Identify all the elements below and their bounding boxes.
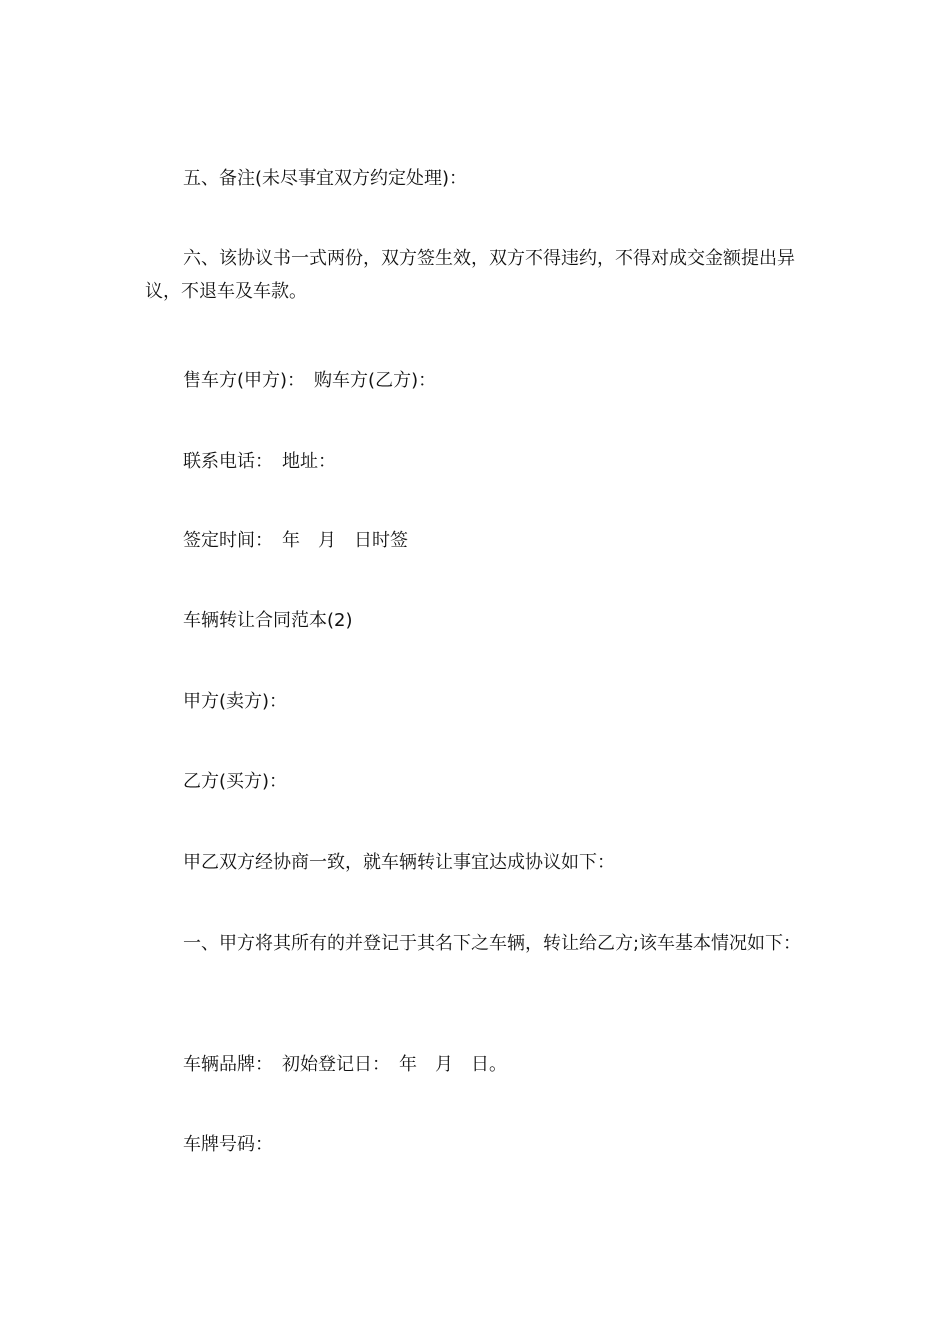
license-plate: 车牌号码： [183, 1134, 273, 1155]
signing-date: 签定时间： 年 月 日时签 [183, 530, 408, 551]
contract-title: 车辆转让合同范本(2) [183, 610, 353, 631]
signature-parties: 售车方(甲方)： 购车方(乙方)： [183, 370, 437, 391]
party-b-buyer: 乙方(买方)： [183, 771, 288, 792]
contact-address: 联系电话： 地址： [183, 451, 336, 472]
party-a-seller: 甲方(卖方)： [183, 691, 288, 712]
clause-6-copies: 六、该协议书一式两份，双方签生效，双方不得违约，不得对成交金额提出异议，不退车及车款。 [145, 248, 795, 302]
vehicle-brand-registration: 车辆品牌： 初始登记日： 年 月 日。 [183, 1054, 507, 1075]
agreement-intro: 甲乙双方经协商一致，就车辆转让事宜达成协议如下： [183, 852, 615, 873]
clause-1-vehicle: 一、甲方将其所有的并登记于其名下之车辆，转让给乙方;该车基本情况如下： [183, 933, 802, 954]
clause-5-remarks: 五、备注(未尽事宜双方约定处理)： [183, 168, 468, 189]
